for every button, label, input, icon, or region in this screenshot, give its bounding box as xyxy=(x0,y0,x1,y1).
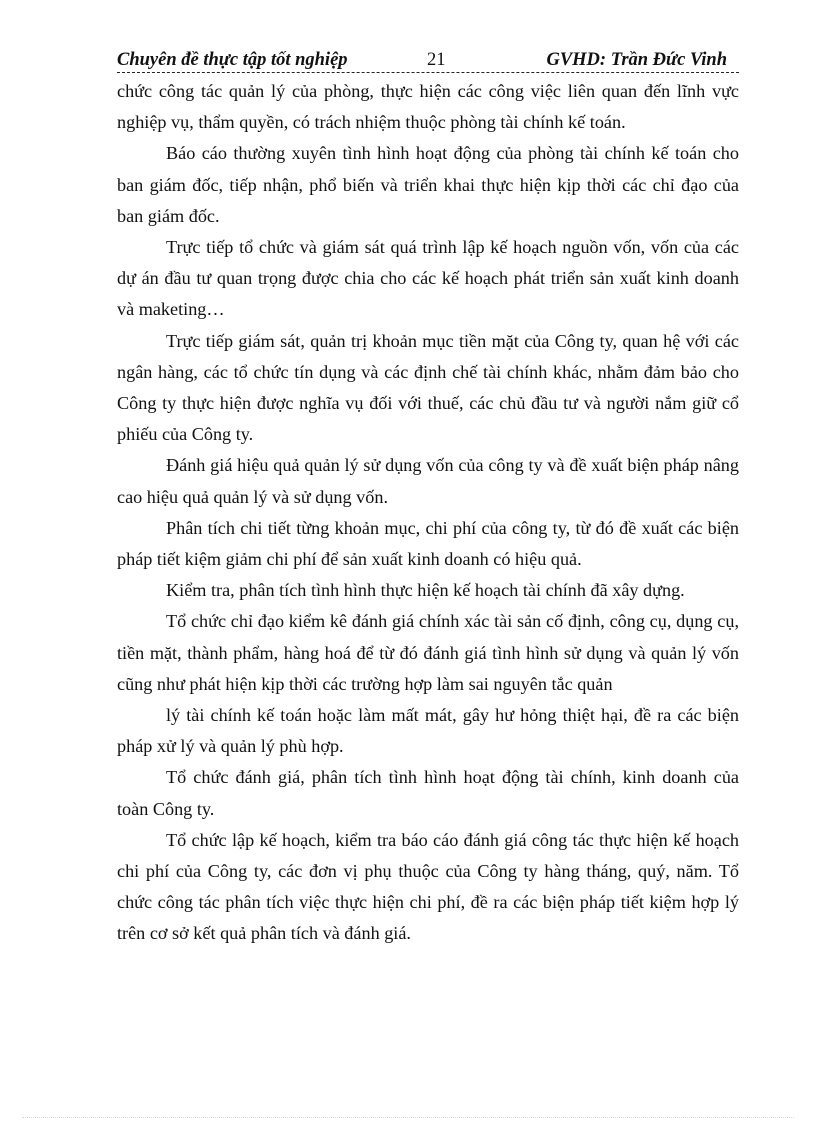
paragraph-continuation: chức công tác quản lý của phòng, thực hiện các công việc liên quan đến lĩnh vực nghiệp vụ, thẩm quyền, có trách nhiệm thuộc phòng tài chính kế toán. xyxy=(117,81,739,133)
page-bottom-border xyxy=(22,1117,794,1118)
paragraph-report: Báo cáo thường xuyên tình hình hoạt động của phòng tài chính kế toán cho ban giám đốc, tiếp nhận, phổ biến và triển khai thực hiện kịp thời các chỉ đạo của ban giám đốc. xyxy=(117,143,739,226)
header-document-title: Chuyên đề thực tập tốt nghiệp xyxy=(117,50,348,70)
paragraph-inventory-continued xyxy=(117,700,739,762)
paragraph-business-evaluation: Tổ chức đánh giá, phân tích tình hình hoạt động tài chính, kinh doanh của toàn Công ty. xyxy=(117,767,739,819)
paragraph-cost-analysis: Phân tích chi tiết từng khoản mục, chi phí của công ty, từ đó đề xuất các biện pháp tiết kiệm giảm chi phí để sản xuất kinh doanh có hiệu quả. xyxy=(117,517,739,570)
paragraph-plan-inspection: Kiểm tra, phân tích tình hình thực hiện kế hoạch tài chính đã xây dựng. xyxy=(166,580,685,601)
page-number: 21 xyxy=(427,50,446,70)
paragraph-capital-efficiency: Đánh giá hiệu quả quản lý sử dụng vốn của công ty và đề xuất biện pháp nâng cao hiệu quả quản lý và sử dụng vốn. xyxy=(117,455,739,507)
paragraph-capital-planning: Trực tiếp tổ chức và giám sát quá trình lập kế hoạch nguồn vốn, vốn của các dự án đầu tư quan trọng được chia cho các kế hoạch phát triển sản xuất kinh doanh và maketing… xyxy=(117,237,739,320)
paragraph-cost-plan: Tổ chức lập kế hoạch, kiểm tra báo cáo đánh giá công tác thực hiện kế hoạch chi phí của Công ty, các đơn vị phụ thuộc của Công ty hàng tháng, quý, năm. Tổ chức công tác phân tích việc thực hiện chi phí, đề ra các biện pháp tiết kiệm hợp lý trên cơ sở kết quả phân tích và đánh giá. xyxy=(117,829,739,944)
page-header xyxy=(117,46,739,72)
document-body xyxy=(117,76,739,950)
paragraph-inventory-continued-text: lý tài chính kế toán hoặc làm mất mát, gây hư hỏng thiệt hại, đề ra các biện pháp xử lý và quản lý phù hợp. xyxy=(117,705,739,757)
header-supervisor: GVHD: Trần Đức Vinh xyxy=(546,50,727,70)
header-divider xyxy=(117,72,739,73)
paragraph-inventory: Tổ chức chỉ đạo kiểm kê đánh giá chính xác tài sản cố định, công cụ, dụng cụ, tiền mặt, thành phẩm, hàng hoá để từ đó đánh giá tình hình sử dụng và quản lý vốn cũng như phát hiện kịp thời các trường hợp làm sai nguyên tắc quản xyxy=(117,611,739,694)
paragraph-cash-supervision: Trực tiếp giám sát, quản trị khoản mục tiền mặt của Công ty, quan hệ với các ngân hàng, các tổ chức tín dụng và các định chế tài chính khác, nhằm đảm bảo cho Công ty thực hiện được nghĩa vụ đối với thuế, các chủ đầu tư và người nắm giữ cổ phiếu của Công ty. xyxy=(117,330,739,445)
